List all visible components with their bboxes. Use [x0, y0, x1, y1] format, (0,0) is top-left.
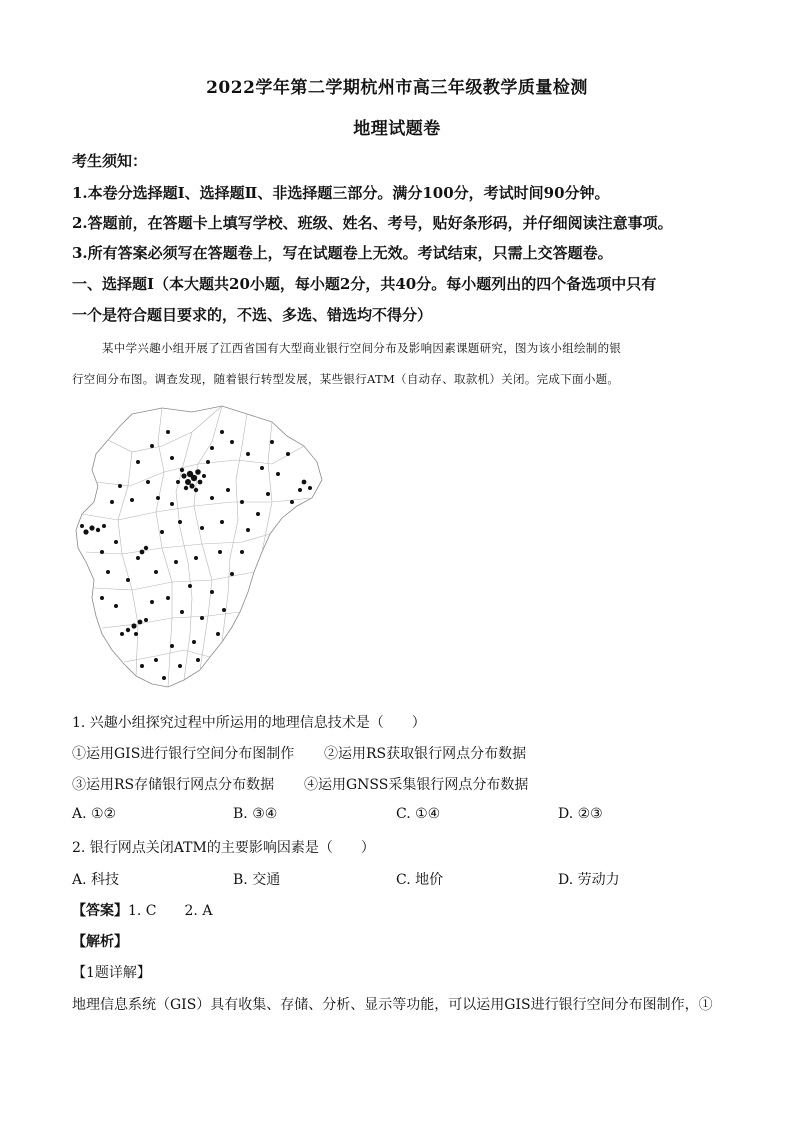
county-boundaries — [82, 406, 312, 687]
q2-stem: 2. 银行网点关闭ATM的主要影响因素是（ ） — [72, 840, 375, 856]
answer-tag: 【答案】 — [72, 903, 128, 919]
notice-item-2: 2.答题前，在答题卡上填写学校、班级、姓名、考号，贴好条形码，并仔细阅读注意事项。 — [72, 214, 673, 232]
q1-statement-1: ①运用GIS进行银行空间分布图制作 — [72, 746, 295, 762]
analysis-tag: 【解析】 — [72, 934, 128, 950]
section-heading-line2: 一个是符合题目要求的，不选、多选、错选均不得分） — [72, 306, 433, 324]
q2-option-c[interactable]: C. 地价 — [396, 872, 444, 888]
section-heading-line1: 一、选择题Ⅰ（本大题共20小题，每小题2分，共40分。每小题列出的四个备选项中只有 — [72, 275, 657, 293]
analysis-text: 地理信息系统（GIS）具有收集、存储、分析、显示等功能，可以运用GIS进行银行空间分布图制作，① — [72, 997, 713, 1013]
province-outline — [76, 406, 322, 687]
paper-subtitle: 地理试题卷 — [353, 119, 441, 139]
intro-line-2: 行空间分布图。调查发现，随着银行转型发展，某些银行ATM（自动存、取款机）关闭。完成下面小题。 — [72, 372, 620, 386]
answer-line — [72, 900, 212, 920]
answer-text: 1. C 2. A — [128, 903, 213, 919]
q2-option-a[interactable]: A. 科技 — [72, 872, 120, 888]
notice-item-1: 1.本卷分选择题Ⅰ、选择题Ⅱ、非选择题三部分。满分100分，考试时间90分钟。 — [72, 184, 610, 202]
q1-statement-4: ④运用GNSS采集银行网点分布数据 — [304, 777, 529, 793]
q1-statement-2: ②运用RS获取银行网点分布数据 — [324, 746, 527, 762]
q2-option-d[interactable]: D. 劳动力 — [558, 872, 620, 888]
intro-line-1: 某中学兴趣小组开展了江西省国有大型商业银行空间分布及影响因素课题研究，图为该小组绘制的银 — [102, 341, 622, 355]
q1-statement-3: ③运用RS存储银行网点分布数据 — [72, 777, 275, 793]
q1-option-b[interactable]: B. ③④ — [233, 806, 278, 822]
q1-option-d[interactable]: D. ②③ — [558, 806, 603, 822]
bank-dots — [80, 430, 312, 680]
notice-heading: 考生须知： — [72, 152, 148, 170]
q2-option-b[interactable]: B. 交通 — [233, 872, 281, 888]
q1-option-c[interactable]: C. ①④ — [396, 806, 441, 822]
paper-title: 2022学年第二学期杭州市高三年级教学质量检测 — [206, 78, 588, 98]
notice-item-3: 3.所有答案必须写在答题卷上，写在试题卷上无效。考试结束，只需上交答题卷。 — [72, 244, 613, 262]
q1-stem: 1. 兴趣小组探究过程中所运用的地理信息技术是（ ） — [72, 715, 426, 731]
q1-option-a[interactable]: A. ①② — [72, 806, 117, 822]
bank-distribution-map — [72, 402, 332, 694]
analysis-detail-tag: 【1题详解】 — [72, 965, 151, 981]
